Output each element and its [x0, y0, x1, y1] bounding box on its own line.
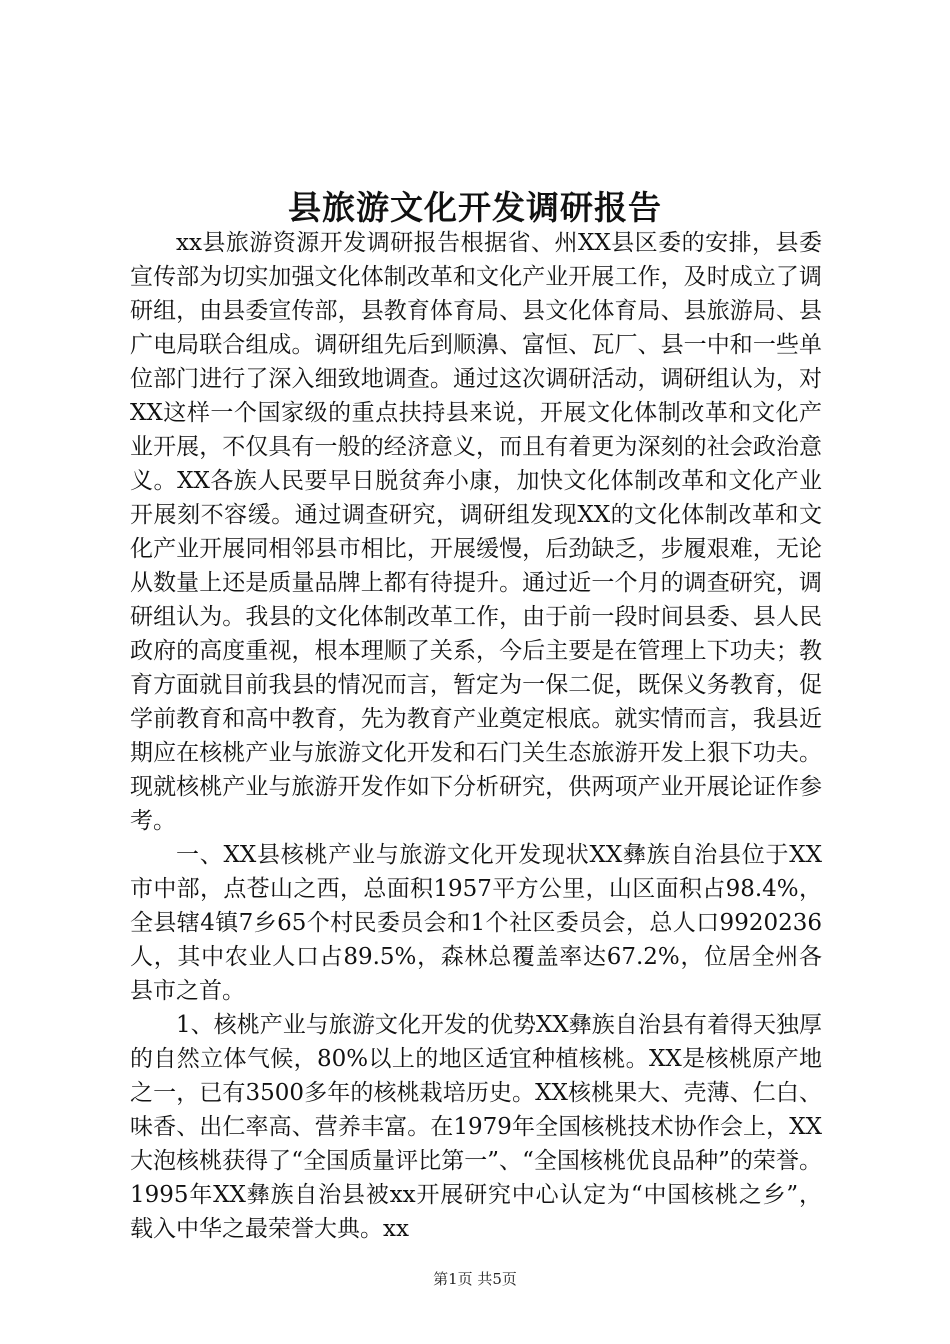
paragraph-advantages: 1、核桃产业与旅游文化开发的优势XX彝族自治县有着得天独厚的自然立体气候，80%以上的地区适宜种植核桃。XX是核桃原产地之一，已有3500多年的核桃栽培历史。XX核桃果大、壳薄、仁白、味香、出仁率高、营养丰富。在1979年全国核桃技术协作会上，XX大泡核桃获得了“全国质量评比第一”、“全国核桃优良品种”的荣誉。1995年XX彝族自治县被xx开展研究中心认定为“中国核桃之乡”，载入中华之最荣誉大典。xx	[130, 1012, 822, 1242]
paragraph-section-one: 一、XX县核桃产业与旅游文化开发现状XX彝族自治县位于XX市中部，点苍山之西，总面积1957平方公里，山区面积占98.4%，全县辖4镇7乡65个村民委员会和1个社区委员会，总人口9920236人，其中农业人口占89.5%，森林总覆盖率达67.2%，位居全州各县市之首。	[130, 842, 822, 1004]
page-footer: 第1页 共5页	[433, 1270, 517, 1288]
document-title: 县旅游文化开发调研报告	[288, 188, 662, 227]
document-body	[130, 226, 822, 1246]
paragraph-intro: xx县旅游资源开发调研报告根据省、州XX县区委的安排，县委宣传部为切实加强文化体制改革和文化产业开展工作，及时成立了调研组，由县委宣传部，县教育体育局、县文化体育局、县旅游局、县广电局联合组成。调研组先后到顺濞、富恒、瓦厂、县一中和一些单位部门进行了深入细致地调查。通过这次调研活动，调研组认为，对XX这样一个国家级的重点扶持县来说，开展文化体制改革和文化产业开展，不仅具有一般的经济意义，而且有着更为深刻的社会政治意义。XX各族人民要早日脱贫奔小康，加快文化体制改革和文化产业开展刻不容缓。通过调查研究，调研组发现XX的文化体制改革和文化产业开展同相邻县市相比，开展缓慢，后劲缺乏，步履艰难，无论从数量上还是质量品牌上都有待提升。通过近一个月的调查研究，调研组认为。我县的文化体制改革工作，由于前一段时间县委、县人民政府的高度重视，根本理顺了关系，今后主要是在管理上下功夫；教育方面就目前我县的情况而言，暂定为一保二促，既保义务教育，促学前教育和高中教育，先为教育产业奠定根底。就实情而言，我县近期应在核桃产业与旅游文化开发和石门关生态旅游开发上狠下功夫。现就核桃产业与旅游开发作如下分析研究，供两项产业开展论证作参考。	[130, 230, 822, 834]
